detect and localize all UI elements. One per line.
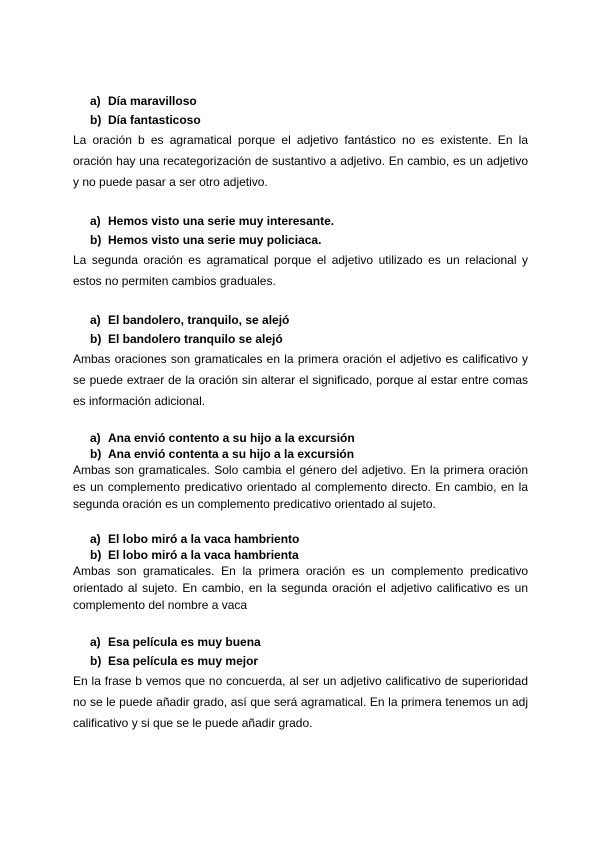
document-page	[73, 92, 528, 734]
list-item: a) Esa película es muy buena	[90, 635, 261, 649]
list-item: b) El bandolero tranquilo se alejó	[90, 332, 283, 346]
list-item: b) Ana envió contenta a su hijo a la excursión	[90, 447, 355, 461]
explanation-paragraph: Ambas son gramaticales. Solo cambia el género del adjetivo. En la primera oración es un complemento predicativo orientado al complemento directo. En cambio, en la segunda oración es un complemento predicativo orientado al sujeto.	[73, 463, 528, 511]
explanation-paragraph: Ambas son gramaticales. En la primera oración es un complemento predicativo orientado al sujeto. En cambio, en la segunda oración el adjetivo calificativo es un complemento del nombre a vaca	[73, 564, 528, 612]
explanation-paragraph: La segunda oración es agramatical porque el adjetivo utilizado es un relacional y estos no permiten cambios graduales.	[73, 253, 528, 288]
explanation-paragraph: Ambas oraciones son gramaticales en la primera oración el adjetivo es calificativo y se puede extraer de la oración sin alterar el significado, porque al estar entre comas es información adicional.	[73, 352, 528, 408]
list-item: a) Día maravilloso	[90, 94, 197, 108]
list-item: a) Hemos visto una serie muy interesante.	[90, 214, 335, 228]
list-item: b) Esa película es muy mejor	[90, 654, 259, 668]
list-item: b) Día fantasticoso	[90, 113, 201, 127]
list-item: b) Hemos visto una serie muy policiaca.	[90, 233, 322, 247]
explanation-paragraph: En la frase b vemos que no concuerda, al ser un adjetivo calificativo de superioridad no se le puede añadir grado, así que será agramatical. En la primera tenemos un adj calificativo y si que se le puede añadir grado.	[73, 674, 528, 730]
section-4	[73, 430, 528, 513]
section-1	[73, 92, 528, 193]
list-item: a) El bandolero, tranquilo, se alejó	[90, 313, 290, 327]
list-item: a) El lobo miró a la vaca hambriento	[90, 532, 300, 546]
section-6	[73, 633, 528, 734]
explanation-paragraph: La oración b es agramatical porque el adjetivo fantástico no es existente. En la oración hay una recategorización de sustantivo a adjetivo. En cambio, es un adjetivo y no puede pasar a ser otro adjetivo.	[73, 133, 528, 189]
section-5	[73, 531, 528, 614]
section-2	[73, 212, 528, 292]
section-3	[73, 311, 528, 412]
list-item: b) El lobo miró a la vaca hambrienta	[90, 548, 299, 562]
list-item: a) Ana envió contento a su hijo a la excursión	[90, 431, 355, 445]
